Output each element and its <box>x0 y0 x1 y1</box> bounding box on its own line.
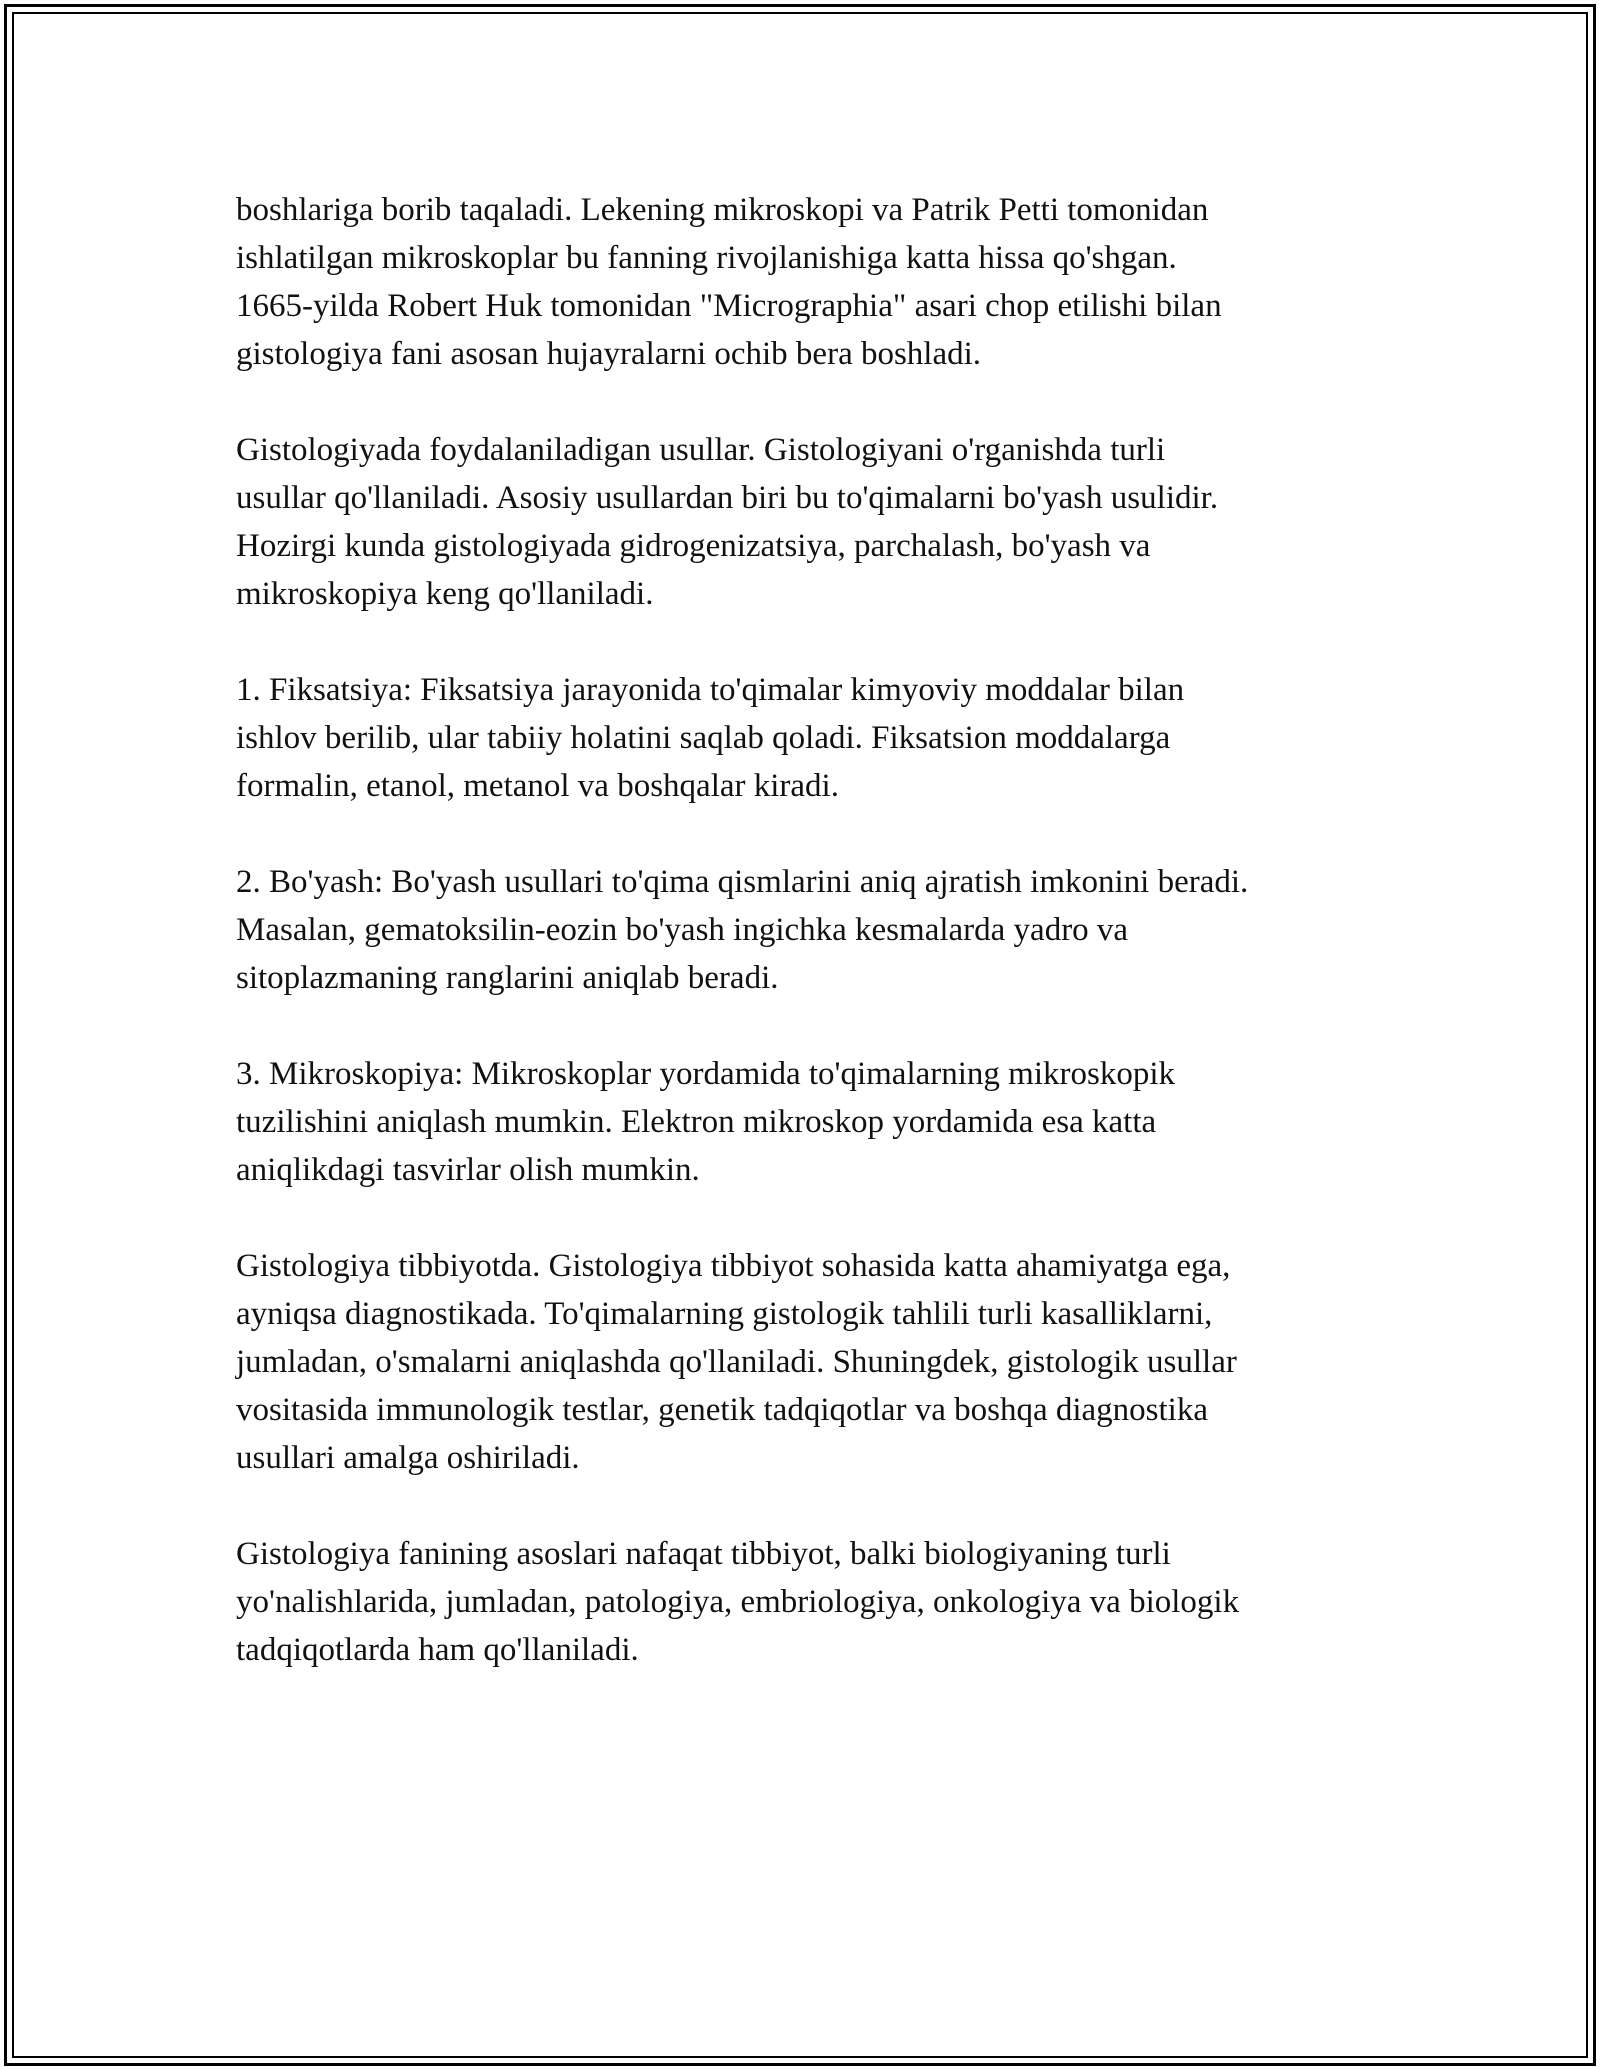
text-line: 3. Mikroskopiya: Mikroskoplar yordamida to'qimalarning mikroskopik <box>236 1056 1176 1092</box>
text-line: vositasida immunologik testlar, genetik tadqiqotlar va boshqa diagnostika <box>236 1392 1209 1428</box>
text-line: tuzilishini aniqlash mumkin. Elektron mikroskop yordamida esa katta <box>236 1104 1157 1140</box>
text-line: jumladan, o'smalarni aniqlashda qo'llaniladi. Shuningdek, gistologik usullar <box>236 1344 1237 1380</box>
text-line: aniqlikdagi tasvirlar olish mumkin. <box>236 1152 700 1188</box>
text-line: ishlatilgan mikroskoplar bu fanning rivojlanishiga katta hissa qo'shgan. <box>236 240 1177 276</box>
document-body <box>236 186 1396 1722</box>
paragraph-microscopy <box>236 1050 1396 1194</box>
text-line: usullar qo'llaniladi. Asosiy usullardan biri bu to'qimalarni bo'yash usulidir. <box>236 480 1219 516</box>
text-line: formalin, etanol, metanol va boshqalar kiradi. <box>236 768 839 804</box>
text-line: yo'nalishlarida, jumladan, patologiya, embriologiya, onkologiya va biologik <box>236 1584 1240 1620</box>
text-line: mikroskopiya keng qo'llaniladi. <box>236 576 654 612</box>
text-line: Masalan, gematoksilin-eozin bo'yash ingichka kesmalarda yadro va <box>236 912 1129 948</box>
text-line: 1. Fiksatsiya: Fiksatsiya jarayonida to'qimalar kimyoviy moddalar bilan <box>236 672 1185 708</box>
text-line: gistologiya fani asosan hujayralarni ochib bera boshladi. <box>236 336 982 372</box>
text-line: Gistologiya fanining asoslari nafaqat tibbiyot, balki biologiyaning turli <box>236 1536 1171 1572</box>
text-line: Gistologiya tibbiyotda. Gistologiya tibbiyot sohasida katta ahamiyatga ega, <box>236 1248 1231 1284</box>
paragraph-fundamentals <box>236 1530 1396 1674</box>
text-line: boshlariga borib taqaladi. Lekening mikroskopi va Patrik Petti tomonidan <box>236 192 1209 228</box>
paragraph-medicine <box>236 1242 1396 1482</box>
paragraph-staining <box>236 858 1396 1002</box>
text-line: 2. Bo'yash: Bo'yash usullari to'qima qismlarini aniq ajratish imkonini beradi. <box>236 864 1249 900</box>
paragraph-fixation <box>236 666 1396 810</box>
text-line: ishlov berilib, ular tabiiy holatini saqlab qoladi. Fiksatsion moddalarga <box>236 720 1171 756</box>
text-line: usullari amalga oshiriladi. <box>236 1440 580 1476</box>
paragraph-methods <box>236 426 1396 618</box>
paragraph-history <box>236 186 1396 378</box>
text-line: 1665-yilda Robert Huk tomonidan "Micrographia" asari chop etilishi bilan <box>236 288 1222 324</box>
text-line: ayniqsa diagnostikada. To'qimalarning gistologik tahlili turli kasalliklarni, <box>236 1296 1213 1332</box>
text-line: sitoplazmaning ranglarini aniqlab beradi. <box>236 960 779 996</box>
text-line: Gistologiyada foydalaniladigan usullar. Gistologiyani o'rganishda turli <box>236 432 1166 468</box>
text-line: tadqiqotlarda ham qo'llaniladi. <box>236 1632 639 1668</box>
text-line: Hozirgi kunda gistologiyada gidrogenizatsiya, parchalash, bo'yash va <box>236 528 1151 564</box>
